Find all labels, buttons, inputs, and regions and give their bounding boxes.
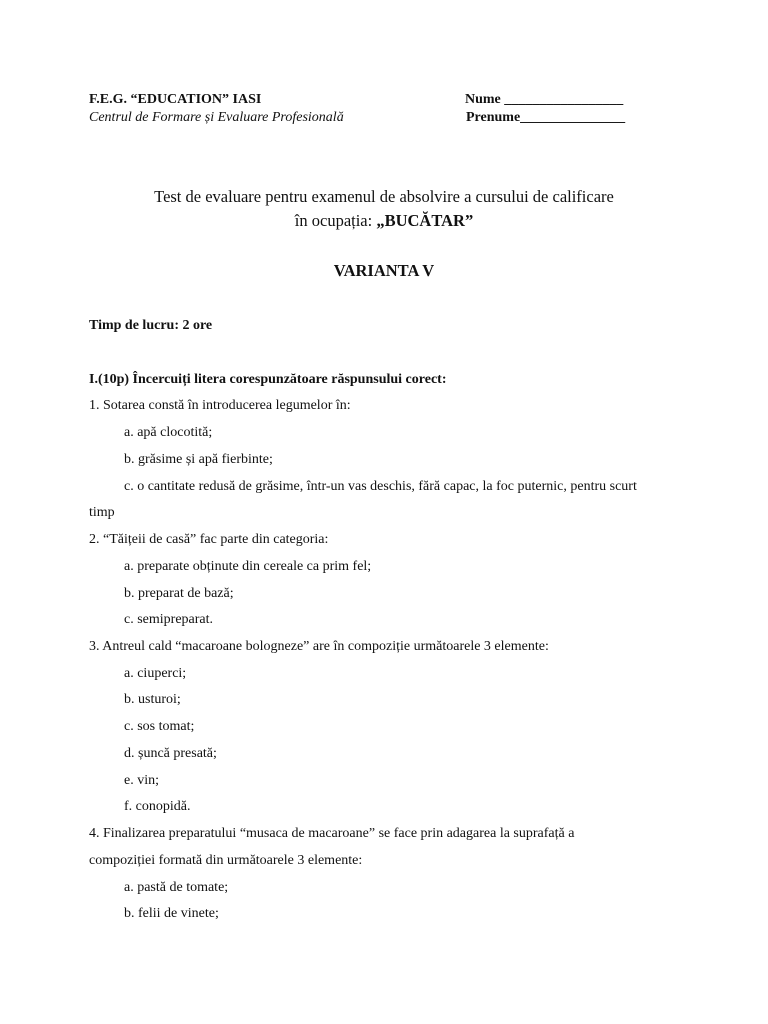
question-1-option-c-continuation: timp bbox=[89, 505, 115, 520]
surname-field: Prenume_______________ bbox=[466, 110, 626, 125]
question-4-option-a: a. pastă de tomate; bbox=[124, 880, 229, 895]
question-1-option-a: a. apă clocotită; bbox=[124, 425, 213, 440]
organization-name: F.E.G. “EDUCATION” IASI bbox=[89, 92, 262, 107]
question-2-option-b: b. preparat de bază; bbox=[124, 586, 234, 601]
question-3: 3. Antreul cald “macaroane bologneze” are în compoziție următoarele 3 elemente: bbox=[89, 639, 549, 654]
test-title-line-2 bbox=[0, 211, 768, 231]
question-3-option-b: b. usturoi; bbox=[124, 692, 181, 707]
section-title: I.(10p) Încercuiți litera corespunzătoare răspunsului corect: bbox=[89, 372, 447, 387]
occupation-name: „BUCĂTAR” bbox=[376, 211, 474, 230]
question-4-option-b: b. felii de vinete; bbox=[124, 906, 219, 921]
question-3-option-c: c. sos tomat; bbox=[124, 719, 195, 734]
question-3-option-d: d. șuncă presată; bbox=[124, 746, 217, 761]
question-4-continuation: compoziției formată din următoarele 3 elemente: bbox=[89, 853, 363, 868]
question-2-option-c: c. semipreparat. bbox=[124, 612, 214, 627]
question-3-option-f: f. conopidă. bbox=[124, 799, 191, 814]
question-4: 4. Finalizarea preparatului “musaca de macaroane” se face prin adagarea la suprafață a bbox=[89, 826, 575, 841]
question-1-option-c: c. o cantitate redusă de grăsime, într-un vas deschis, fără capac, la foc puternic, pentru scurt bbox=[124, 479, 637, 494]
question-1: 1. Sotarea constă în introducerea legumelor în: bbox=[89, 398, 351, 413]
name-field: Nume _________________ bbox=[465, 92, 624, 107]
variant-heading: VARIANTA V bbox=[333, 261, 435, 280]
test-title-line-1: Test de evaluare pentru examenul de absolvire a cursului de calificare bbox=[154, 187, 614, 206]
question-3-option-a: a. ciuperci; bbox=[124, 666, 187, 681]
occupation-prefix: în ocupația: bbox=[294, 211, 377, 230]
question-1-option-b: b. grăsime și apă fierbinte; bbox=[124, 452, 273, 467]
question-3-option-e: e. vin; bbox=[124, 773, 159, 788]
organization-subtitle: Centrul de Formare și Evaluare Profesională bbox=[89, 110, 344, 125]
work-time: Timp de lucru: 2 ore bbox=[89, 318, 213, 333]
question-2: 2. “Tăițeii de casă” fac parte din categoria: bbox=[89, 532, 329, 547]
question-2-option-a: a. preparate obținute din cereale ca prim fel; bbox=[124, 559, 372, 574]
